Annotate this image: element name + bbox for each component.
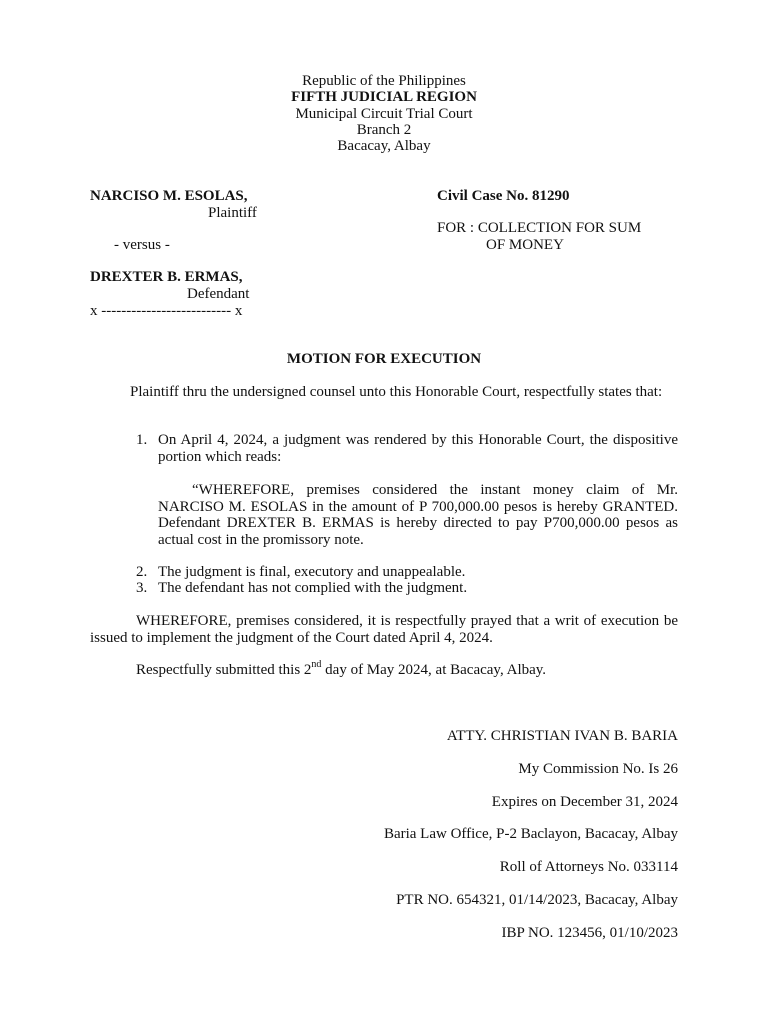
- case-number: Civil Case No. 81290: [437, 188, 570, 204]
- signatory-roll: Roll of Attorneys No. 033114: [499, 859, 678, 875]
- header-location: Bacacay, Albay: [337, 138, 431, 154]
- caption-divider: x -------------------------- x: [90, 303, 243, 319]
- header-branch: Branch 2: [356, 122, 412, 138]
- quoted-dispositive: “WHEREFORE, premises considered the instant money claim of Mr. NARCISO M. ESOLAS in the amount of P 700,000.00 pesos is hereby GRANTED. Defendant DREXTER B. ERMAS is hereby directed to pay P700,000.00 pesos as actual cost in the promissory note.: [158, 482, 678, 548]
- signatory-ptr: PTR NO. 654321, 01/14/2023, Bacacay, Albay: [396, 892, 678, 908]
- defendant-role: Defendant: [187, 286, 250, 302]
- plaintiff-name: NARCISO M. ESOLAS,: [90, 188, 248, 204]
- signatory-name: ATTY. CHRISTIAN IVAN B. BARIA: [446, 728, 678, 744]
- list-item: The judgment is final, executory and unappealable.: [158, 564, 466, 580]
- ordinal-suffix: nd: [311, 659, 322, 670]
- list-item: On April 4, 2024, a judgment was rendered by this Honorable Court, the dispositive portion which reads:: [158, 432, 678, 465]
- list-item-number: 1.: [136, 432, 148, 448]
- submission-line: Respectfully submitted this 2nd day of May 2024, at Bacacay, Albay.: [136, 659, 547, 678]
- signatory-ibp: IBP NO. 123456, 01/10/2023: [501, 925, 678, 941]
- signatory-commission: My Commission No. Is 26: [518, 761, 678, 777]
- list-item-number: 2.: [136, 564, 148, 580]
- header-court: Municipal Circuit Trial Court: [295, 106, 473, 122]
- header-region: FIFTH JUDICIAL REGION: [291, 89, 477, 105]
- defendant-name: DREXTER B. ERMAS,: [90, 269, 243, 285]
- list-item: The defendant has not complied with the judgment.: [158, 580, 468, 596]
- list-item-number: 3.: [136, 580, 148, 596]
- case-nature-line2: OF MONEY: [486, 237, 564, 253]
- signatory-office: Baria Law Office, P-2 Baclayon, Bacacay, Albay: [383, 826, 678, 842]
- plaintiff-role: Plaintiff: [208, 205, 257, 221]
- signatory-expiry: Expires on December 31, 2024: [491, 794, 678, 810]
- prayer-paragraph: WHEREFORE, premises considered, it is respectfully prayed that a writ of execution be issued to implement the judgment of the Court dated April 4, 2024.: [90, 613, 678, 646]
- case-nature-line1: FOR : COLLECTION FOR SUM: [437, 220, 642, 236]
- document-title: MOTION FOR EXECUTION: [286, 351, 482, 367]
- header-republic: Republic of the Philippines: [302, 73, 466, 89]
- opening-paragraph: Plaintiff thru the undersigned counsel unto this Honorable Court, respectfully states that:: [130, 384, 663, 400]
- versus-label: - versus -: [114, 237, 170, 253]
